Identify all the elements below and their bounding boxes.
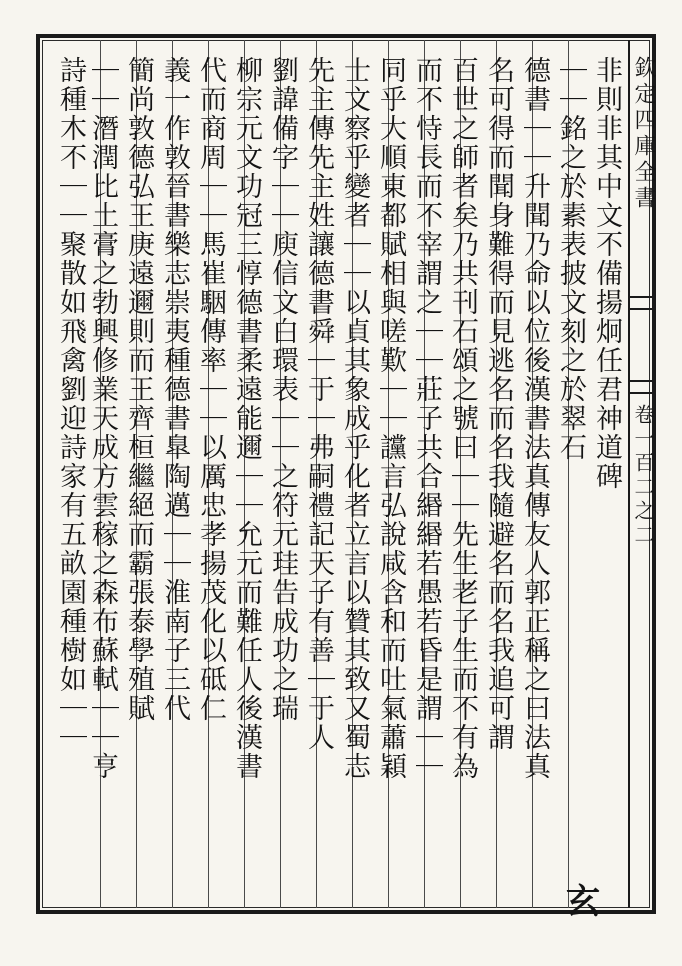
volume-label: 卷一百二之二 [631, 404, 655, 548]
text-column-15: ｜｜潛潤比土膏之勃興修業天成方雲稼之森布蘇軾｜｜亨 [87, 56, 118, 781]
text-column-6: 而不恃長而不宰謂之｜｜莊子共合緡緡若愚若昏是謂｜｜ [411, 56, 442, 781]
text-column-11: 柳宗元文功冠三惇德書柔遠能邇｜｜允元而難任人後漢書 [231, 56, 262, 781]
text-column-7: 同乎大順東都賦相與嗟歎｜｜讜言弘說咸含和而吐氣蕭穎 [375, 56, 406, 781]
text-column-2: ｜｜銘之於素表披文刻之於翠石 [555, 56, 586, 462]
text-column-10: 劉諱備字｜｜庾信文白環表｜｜之符元珪告成功之瑞 [267, 56, 298, 723]
text-column-9: 先主傳先主姓讓德書舜｜于｜弗嗣禮記天子有善｜于人 [303, 56, 334, 752]
text-column-8: 士文察乎變者｜｜以貞其象成乎化者立言以贊其致又蜀志 [339, 56, 370, 781]
text-column-5: 百世之師者矣乃共刊石頌之號曰｜｜先生老子生而不有為 [447, 56, 478, 781]
fish-tail-mark-upper [628, 296, 656, 310]
text-column-13: 義一作敦晉書樂志崇夷種德書臯陶邁｜｜淮南子三代 [159, 56, 190, 723]
bottom-glyph: 玄 [566, 882, 600, 922]
text-column-14: 簡尚敦德弘王庚遠邇則而王齊桓繼絕而霸張泰學殖賦 [123, 56, 154, 723]
text-column-4: 名可得而聞身難得而見逃名而名我隨避名而名我追可謂 [483, 56, 514, 752]
text-column-3: 德書｜｜升聞乃命以位後漢書法真傳友人郭正稱之曰法真 [519, 56, 550, 781]
text-column-16: 詩種木不｜｜聚散如飛禽劉迎詩家有五畝園種樹如｜｜ [55, 56, 86, 752]
text-column-1: 非則非其中文不備揚炯任君神道碑 [591, 56, 622, 491]
book-title: 欽定四庫全書 [631, 56, 656, 212]
fish-tail-mark-lower [628, 380, 656, 394]
text-column-12: 代而商周｜｜馬崔駰傳率｜｜以厲忠孝揚茂化以砥仁 [195, 56, 226, 723]
